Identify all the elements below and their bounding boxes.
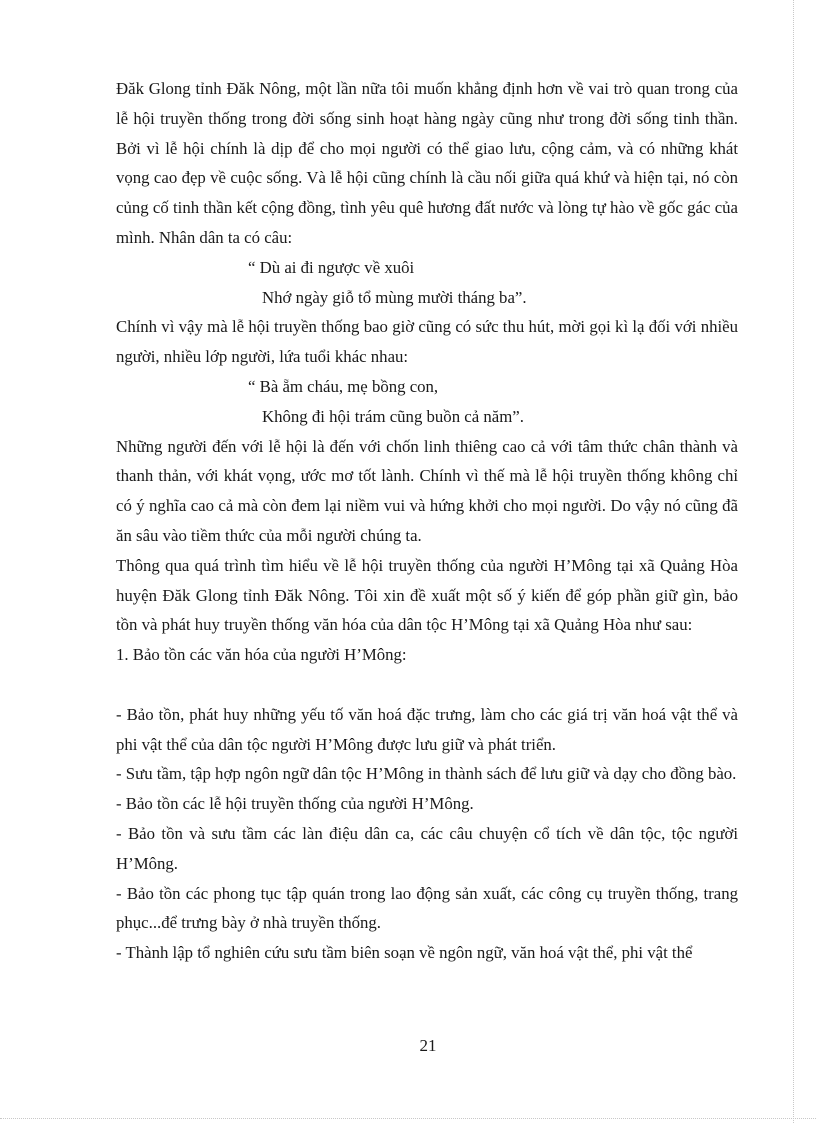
paragraph-intro: Đăk Glong tỉnh Đăk Nông, một lần nữa tôi muốn khẳng định hơn về vai trò quan trong của lễ hội truyền thống trong đời sống sinh hoạt hàng ngày cũng như trong đời sống tinh thần. Bởi vì lễ hội chính là dịp để cho mọi người có thể giao lưu, cộng cảm, và có những khát vọng cao đẹp về cuộc sống. Và lễ hội cũng chính là cầu nối giữa quá khứ và hiện tại, nó còn củng cố tinh thần kết cộng đồng, tình yêu quê hương đất nước và lòng tự hào về gốc gác của mình. Nhân dân ta có câu: xyxy=(116,79,738,247)
bullet-item: - Bảo tồn các lễ hội truyền thống của người H’Mông. xyxy=(116,794,474,814)
blank-line xyxy=(116,670,738,700)
verse-1-line-1: “ Dù ai đi ngược về xuôi xyxy=(248,257,415,277)
verse-2-line-2: Không đi hội trám cũng buồn cả năm”. xyxy=(262,406,524,426)
verse-2-line-1: “ Bà ẵm cháu, mẹ bồng con, xyxy=(248,376,439,396)
page-margin-guide-right xyxy=(793,0,794,1123)
page-margin-guide-bottom xyxy=(0,1118,816,1119)
page-number: 21 xyxy=(419,1036,437,1055)
paragraph-proposal: Thông qua quá trình tìm hiểu về lễ hội truyền thống của người H’Mông tại xã Quảng Hòa huyện Đăk Glong tỉnh Đăk Nông. Tôi xin đề xuất một số ý kiến để góp phần giữ gìn, bảo tồn và phát huy truyền thống văn hóa của dân tộc H’Mông tại xã Quảng Hòa như sau: xyxy=(116,555,738,635)
paragraph-meaning: Những người đến với lễ hội là đến với chốn linh thiêng cao cả với tâm thức chân thành và thanh thản, với khát vọng, ước mơ tốt lành. Chính vì thế mà lễ hội truyền thống không chỉ có ý nghĩa cao cả mà còn đem lại niềm vui và hứng khởi cho mọi người. Do vậy nó cũng đã ăn sâu vào tiềm thức của mỗi người chúng ta. xyxy=(116,436,738,545)
bullet-item: - Thành lập tổ nghiên cứu sưu tầm biên soạn về ngôn ngữ, văn hoá vật thể, phi vật thể xyxy=(116,943,693,963)
bullet-item: - Bảo tồn và sưu tầm các làn điệu dân ca, các câu chuyện cổ tích về dân tộc, tộc người H’Mông. xyxy=(116,823,738,873)
paragraph-attraction: Chính vì vậy mà lễ hội truyền thống bao giờ cũng có sức thu hút, mời gọi kì lạ đối với nhiều người, nhiều lớp người, lứa tuổi khác nhau: xyxy=(116,317,738,367)
bullet-item: - Bảo tồn các phong tục tập quán trong lao động sản xuất, các công cụ truyền thống, trang phục...để trưng bày ở nhà truyền thống. xyxy=(116,883,738,933)
section-heading: 1. Bảo tồn các văn hóa của người H’Mông: xyxy=(116,645,407,665)
bullet-item: - Bảo tồn, phát huy những yếu tố văn hoá đặc trưng, làm cho các giá trị văn hoá vật thể và phi vật thể của dân tộc người H’Mông được lưu giữ và phát triển. xyxy=(116,704,738,754)
body-text xyxy=(116,74,738,968)
bullet-item: - Sưu tầm, tập hợp ngôn ngữ dân tộc H’Mông in thành sách để lưu giữ và dạy cho đồng bào. xyxy=(116,764,737,784)
verse-1-line-2: Nhớ ngày giỗ tổ mùng mười tháng ba”. xyxy=(262,287,527,307)
